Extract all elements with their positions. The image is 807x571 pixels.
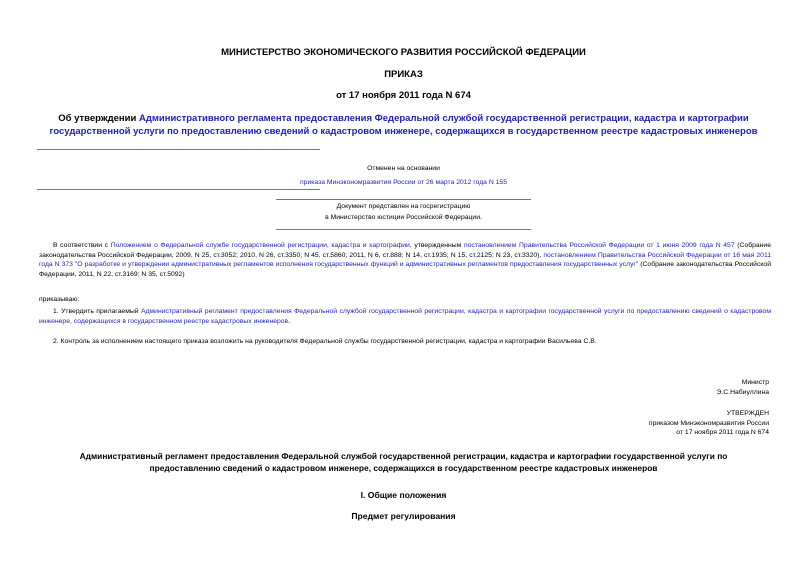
- subsection-title: Предмет регулирования: [351, 511, 456, 521]
- registration-line2: в Министерство юстиции Российской Федерации.: [325, 213, 482, 221]
- preamble-link-decree-373[interactable]: постановлением Правительства Российской Федерации от 16 мая 2011 года N 373 "О разработке и утверждении административных регламентов исполнения государственных функций и административных регламентов предоставления государственных услуг": [39, 251, 771, 268]
- signature-name: Э.С.Набиуллина: [716, 388, 769, 396]
- document-title: [36, 113, 771, 138]
- preamble-link-regulation[interactable]: Положением о Федеральной службе государственной регистрации, кадастра и картографии: [110, 242, 410, 249]
- preamble-text: В соответствии с: [53, 242, 111, 249]
- document-type: ПРИКАЗ: [384, 69, 423, 80]
- registration-line1: Документ представлен на госрегистрацию: [336, 203, 471, 210]
- divider: [276, 229, 531, 230]
- divider: [37, 189, 320, 190]
- divider: [276, 199, 531, 200]
- cancelled-note: [0, 164, 807, 187]
- preamble-text: (Собрание законодательства Российской Федерации, 2009, N 25, ст.3052; 2010, N 26, ст.3350; N 45, ст.5860; 2011, N 6, ст.888; N 14, ст.1935; N 15, ст.2125; N 23, ст.3320),: [39, 242, 772, 259]
- approval-line2: приказом Минэкономразвития России: [648, 419, 769, 427]
- section-title: I. Общие положения: [360, 490, 447, 500]
- signature-block: [717, 378, 769, 397]
- order-item-2: 2. Контроль за исполнением настоящего приказа возложить на руководителя Федеральной службы государственной регистрации, кадастра и картографии Васильева С.В.: [53, 338, 597, 345]
- approval-line3: от 17 ноября 2011 года N 674: [676, 429, 769, 436]
- item1-regulation-link[interactable]: Административный регламент предоставления Федеральной службой государственной регистрации, кадастра и картографии государственной услуги по предоставлению сведений о кадастровом инженере, содержащихся в государственном реестре кадастровых инженеров: [39, 308, 771, 325]
- signature-position: Министр: [741, 379, 769, 386]
- regulation-title: Административный регламент предоставления Федеральной службой государственной регистрации, кадастра и картографии государственной услуги по предоставлению сведений о кадастровом инженере, содержащихся в государственном реестре кадастровых инженеров: [79, 451, 728, 473]
- order-item-1: [39, 307, 771, 326]
- preamble-paragraph: [39, 241, 771, 279]
- document-date-number: от 17 ноября 2011 года N 674: [336, 90, 471, 101]
- ministry-heading: МИНИСТЕРСТВО ЭКОНОМИЧЕСКОГО РАЗВИТИЯ РОССИЙСКОЙ ФЕДЕРАЦИИ: [221, 47, 586, 58]
- title-prefix: Об утверждении: [58, 113, 139, 124]
- title-link[interactable]: Административного регламента предоставления Федеральной службой государственной регистрации, кадастра и картографии государственной услуги по предоставлению сведений о кадастровом инженере, содержащихся в государственном реестре кадастровых инженеров: [49, 113, 758, 137]
- approval-line1: УТВЕРЖДЕН: [726, 410, 769, 417]
- approval-block: [649, 409, 769, 438]
- preamble-text: (Собрание законодательства Российской Федерации, 2011, N 22, ст.3169; N 35, ст.5092): [39, 261, 771, 278]
- order-word: приказываю:: [39, 296, 80, 303]
- divider: [37, 149, 320, 150]
- preamble-link-decree-457[interactable]: постановлением Правительства Российской Федерации от 1 июня 2009 года N 457: [463, 242, 735, 249]
- cancelled-link[interactable]: приказа Минэкономразвития России от 26 марта 2012 года N 155: [300, 178, 507, 186]
- item-text: 1. Утвердить прилагаемый: [53, 308, 141, 315]
- preamble-text: , утвержденным: [409, 242, 464, 249]
- registration-note: [0, 202, 807, 222]
- cancelled-line1: Отменен на основании: [367, 165, 440, 172]
- item-text: .: [288, 317, 291, 325]
